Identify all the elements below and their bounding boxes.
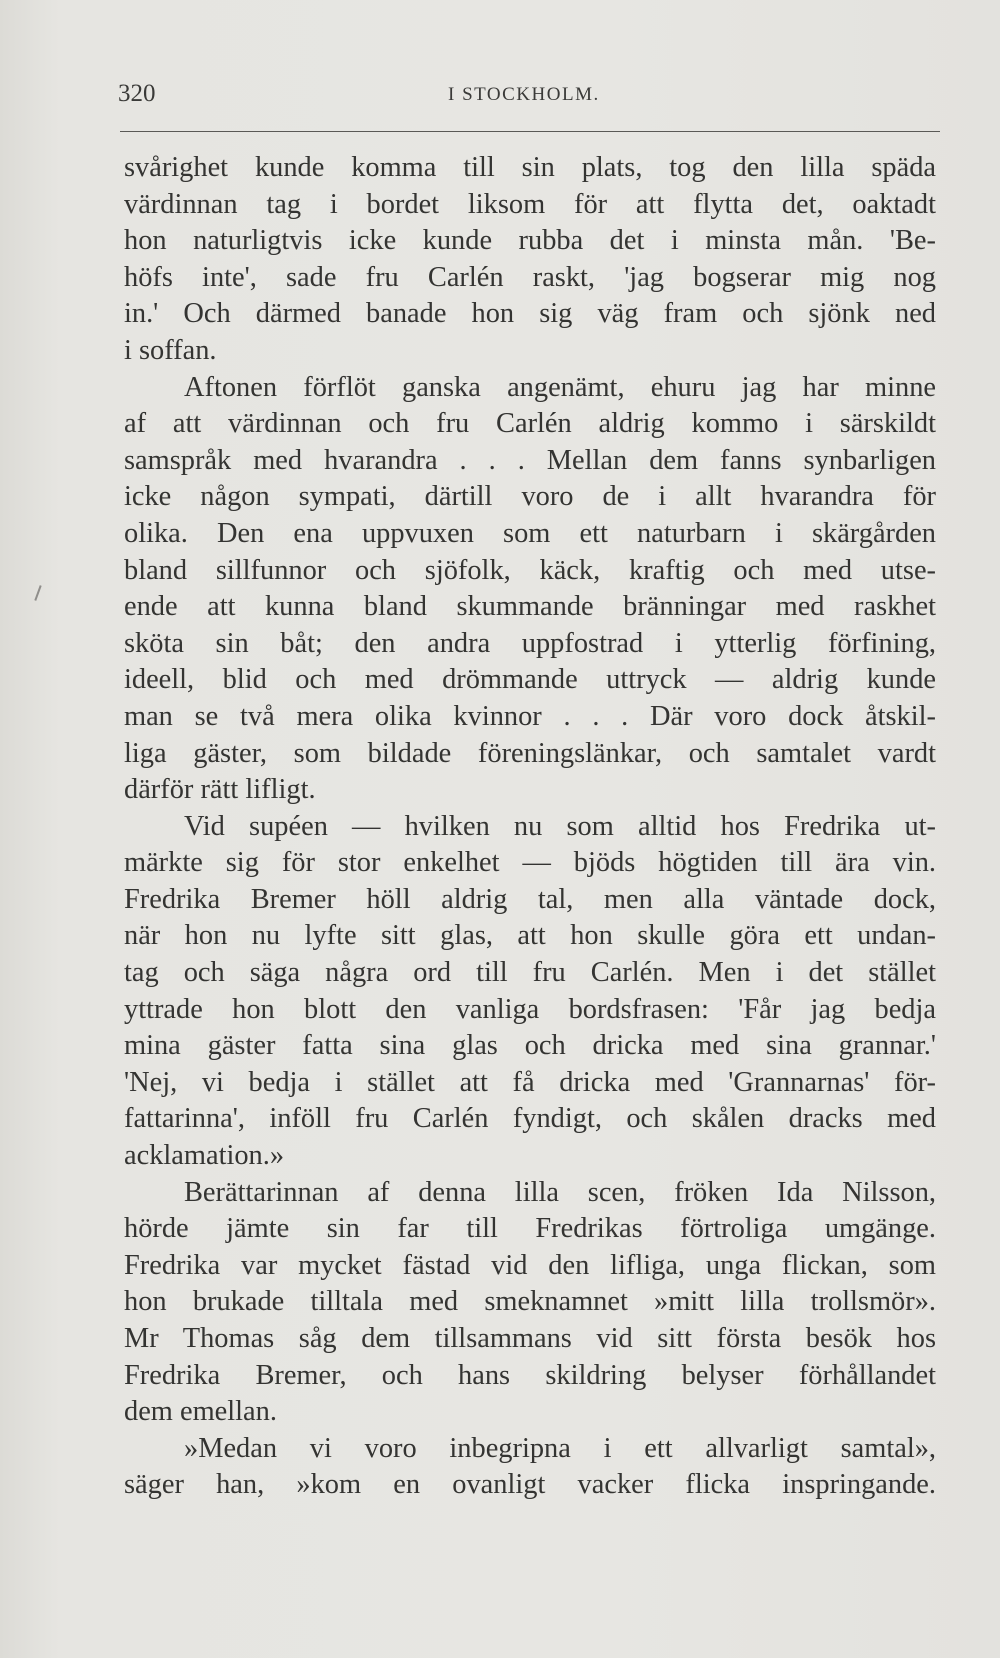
text-line: svårighet kunde komma till sin plats, tog den lilla späda: [124, 152, 936, 183]
text-line: tag och säga några ord till fru Carlén. Men i det stället: [124, 957, 936, 989]
text-line: yttrade hon blott den vanliga bordsfrasen: 'Får jag bedja: [124, 993, 936, 1025]
text-line: dem emellan.: [124, 1396, 277, 1428]
text-line: fattarinna', inföll fru Carlén fyndigt, och skålen dracks med: [124, 1103, 936, 1135]
text-line: Mr Thomas såg dem tillsammans vid sitt första besök hos: [124, 1323, 936, 1354]
text-line: sköta sin båt; den andra uppfostrad i ytterlig förfining,: [124, 627, 936, 659]
text-line: ideell, blid och med drömmande uttryck — aldrig kunde: [124, 664, 936, 696]
running-title: I STOCKHOLM.: [448, 84, 600, 105]
text-line: Vid supéen — hvilken nu som alltid hos Fredrika ut-: [184, 810, 936, 842]
text-line: Fredrika var mycket fästad vid den lifliga, unga flickan, som: [124, 1249, 936, 1281]
body-text: [124, 150, 936, 1504]
header-rule: [120, 131, 940, 132]
text-line: ende att kunna bland skummande bränningar med raskhet: [124, 591, 936, 623]
text-line: icke någon sympati, därtill voro de i allt hvarandra för: [124, 481, 936, 513]
text-line: olika. Den ena uppvuxen som ett naturbarn i skärgården: [124, 517, 936, 549]
text-line: i soffan.: [124, 334, 217, 366]
text-line: Fredrika Bremer höll aldrig tal, men alla väntade dock,: [124, 883, 936, 915]
text-line: värdinnan tag i bordet liksom för att flytta det, oaktadt: [124, 188, 936, 220]
text-line: när hon nu lyfte sitt glas, att hon skulle göra ett undan-: [124, 920, 936, 952]
text-line: höfs inte', sade fru Carlén raskt, 'jag bogserar mig nog: [124, 261, 936, 293]
text-line: man se två mera olika kvinnor . . . Där voro dock åtskil-: [124, 700, 936, 732]
text-line: samspråk med hvarandra . . . Mellan dem fanns synbarligen: [124, 444, 936, 476]
page-header: [118, 80, 938, 116]
text-line: in.' Och därmed banade hon sig väg fram och sjönk ned: [124, 298, 936, 330]
text-line: liga gäster, som bildade föreningslänkar, och samtalet vardt: [124, 737, 936, 769]
text-line: mina gäster fatta sina glas och dricka med sina grannar.': [124, 1030, 936, 1062]
text-line: Fredrika Bremer, och hans skildring belyser förhållandet: [124, 1359, 936, 1391]
text-line: säger han, »kom en ovanligt vacker flicka inspringande.: [124, 1469, 936, 1501]
text-line: bland sillfunnor och sjöfolk, käck, kraftig och med utse-: [124, 554, 936, 586]
margin-mark: [34, 585, 41, 601]
text-line: 'Nej, vi bedja i stället att få dricka med 'Grannarnas' för-: [124, 1066, 936, 1098]
text-line: hon naturligtvis icke kunde rubba det i minsta mån. 'Be-: [124, 225, 936, 257]
page-number: 320: [118, 80, 156, 107]
text-line: hon brukade tilltala med smeknamnet »mitt lilla trollsmör».: [124, 1286, 936, 1318]
text-line: därför rätt lifligt.: [124, 774, 316, 806]
text-line: märkte sig för stor enkelhet — bjöds högtiden till ära vin.: [124, 847, 936, 879]
text-line: acklamation.»: [124, 1140, 285, 1172]
text-line: »Medan vi voro inbegripna i ett allvarligt samtal»,: [184, 1432, 936, 1464]
text-line: hörde jämte sin far till Fredrikas förtroliga umgänge.: [124, 1213, 936, 1245]
text-line: Aftonen förflöt ganska angenämt, ehuru jag har minne: [184, 371, 936, 403]
text-line: af att värdinnan och fru Carlén aldrig kommo i särskildt: [124, 408, 936, 440]
text-line: Berättarinnan af denna lilla scen, fröken Ida Nilsson,: [184, 1176, 936, 1208]
